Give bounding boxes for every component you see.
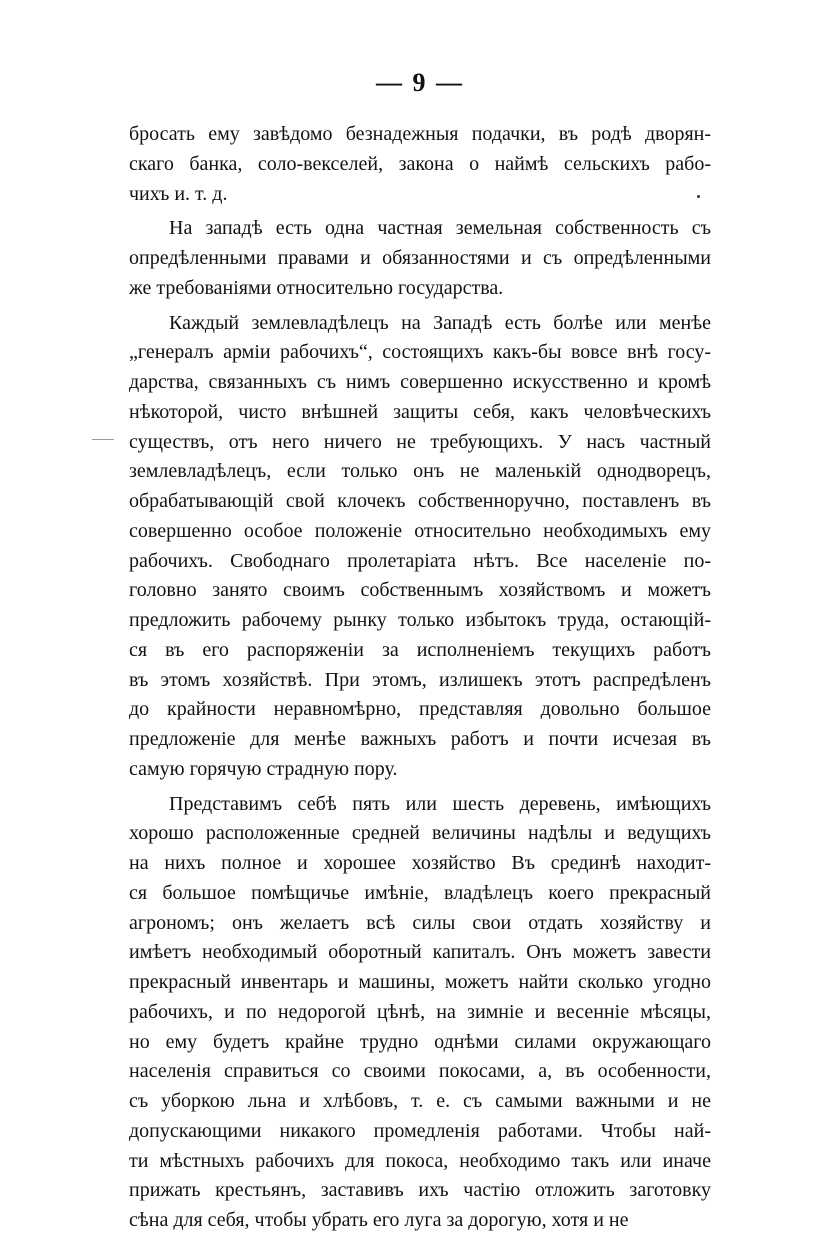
page-number: — 9 — (376, 68, 464, 97)
text-line: въ этомъ хозяйствѣ. При этомъ, излишекъ этотъ распредѣленъ (129, 668, 711, 691)
text-line: ти мѣстныхъ рабочихъ для покоса, необходимо такъ или иначе (129, 1149, 711, 1172)
text-line: нѣкоторой, чисто внѣшней защиты себя, какъ человѣческихъ (129, 400, 711, 423)
text-line: имѣетъ необходимый оборотный капиталъ. Онъ можетъ завести (129, 941, 711, 964)
text-line: же требованіями относительно государства. (129, 276, 504, 299)
text-line: на нихъ полное и хорошее хозяйство Въ срединѣ находит- (129, 852, 711, 874)
body-text (129, 120, 711, 1236)
text-line: На западѣ есть одна частная земельная собственность съ (169, 217, 711, 240)
text-line: ся въ его распоряженіи за исполненіемъ текущихъ работъ (129, 638, 711, 661)
margin-mark (92, 439, 114, 440)
text-line: землевладѣлецъ, если только онъ не маленькій однодворецъ, (129, 460, 711, 483)
text-line: совершенно особое положеніе относительно необходимыхъ ему (129, 519, 711, 542)
text-line: дарства, связанныхъ съ нимъ совершенно искусственно и кромѣ (129, 371, 711, 393)
text-line: прекрасный инвентарь и машины, можетъ найти сколько угодно (129, 971, 711, 993)
paragraph (129, 790, 711, 1236)
text-line: Каждый землевладѣлецъ на Западѣ есть болѣе или менѣе (169, 311, 711, 334)
text-line: „генералъ арміи рабочихъ“, состоящихъ какъ-бы вовсе внѣ госу- (129, 341, 711, 364)
text-line: чихъ и. т. д. (129, 182, 228, 205)
text-line: предложеніе для менѣе важныхъ работъ и почти исчезая въ (129, 728, 711, 750)
text-line: агрономъ; онъ желаетъ всѣ силы свои отдать хозяйству и (129, 911, 711, 934)
text-line: опредѣленными правами и обязанностями и съ опредѣленными (129, 247, 711, 269)
text-line: самую горячую страдную пору. (129, 757, 398, 780)
text-line: населенія справиться со своими покосами, а, въ особенности, (129, 1060, 711, 1083)
text-line: Представимъ себѣ пять или шесть деревень, имѣющихъ (169, 792, 711, 815)
text-line: до крайности неравномѣрно, представляя довольно большое (129, 698, 711, 721)
text-line: но ему будетъ крайне трудно однѣми силами окружающаго (129, 1030, 711, 1053)
text-line: скаго банка, соло-векселей, закона о наймѣ сельскихъ рабо- (129, 152, 711, 175)
text-line: хорошо расположенные средней величины надѣлы и ведущихъ (129, 822, 711, 845)
paragraph (129, 120, 711, 209)
text-line: бросать ему завѣдомо безнадежныя подачки, въ родѣ дворян- (129, 123, 711, 145)
text-line: прижать крестьянъ, заставивъ ихъ частію отложить заготовку (129, 1179, 711, 1202)
paragraph (129, 309, 711, 785)
text-line: существъ, отъ него ничего не требующихъ. У насъ частный (129, 430, 711, 453)
text-line: рабочихъ, и по недорогой цѣнѣ, на зимніе и весенніе мѣсяцы, (129, 1000, 711, 1023)
text-line: головно занято своимъ собственнымъ хозяйствомъ и можетъ (129, 579, 711, 602)
text-line: ся большое помѣщичье имѣніе, владѣлецъ коего прекрасный (129, 881, 711, 904)
text-line: предложить рабочему рынку только избытокъ труда, остающій- (129, 609, 711, 631)
text-line: съ уборкою льна и хлѣбовъ, т. е. съ самыми важными и не (129, 1090, 711, 1112)
text-line: рабочихъ. Свободнаго пролетаріата нѣтъ. Все населеніе по- (129, 549, 711, 572)
text-line: сѣна для себя, чтобы убрать его луга за дорогую, хотя и не (129, 1209, 629, 1231)
paragraph (129, 214, 711, 303)
text-line: допускающими никакого промедленія работами. Чтобы най- (129, 1119, 711, 1142)
text-line: обрабатывающій свой клочекъ собственноручно, поставленъ въ (129, 490, 711, 512)
